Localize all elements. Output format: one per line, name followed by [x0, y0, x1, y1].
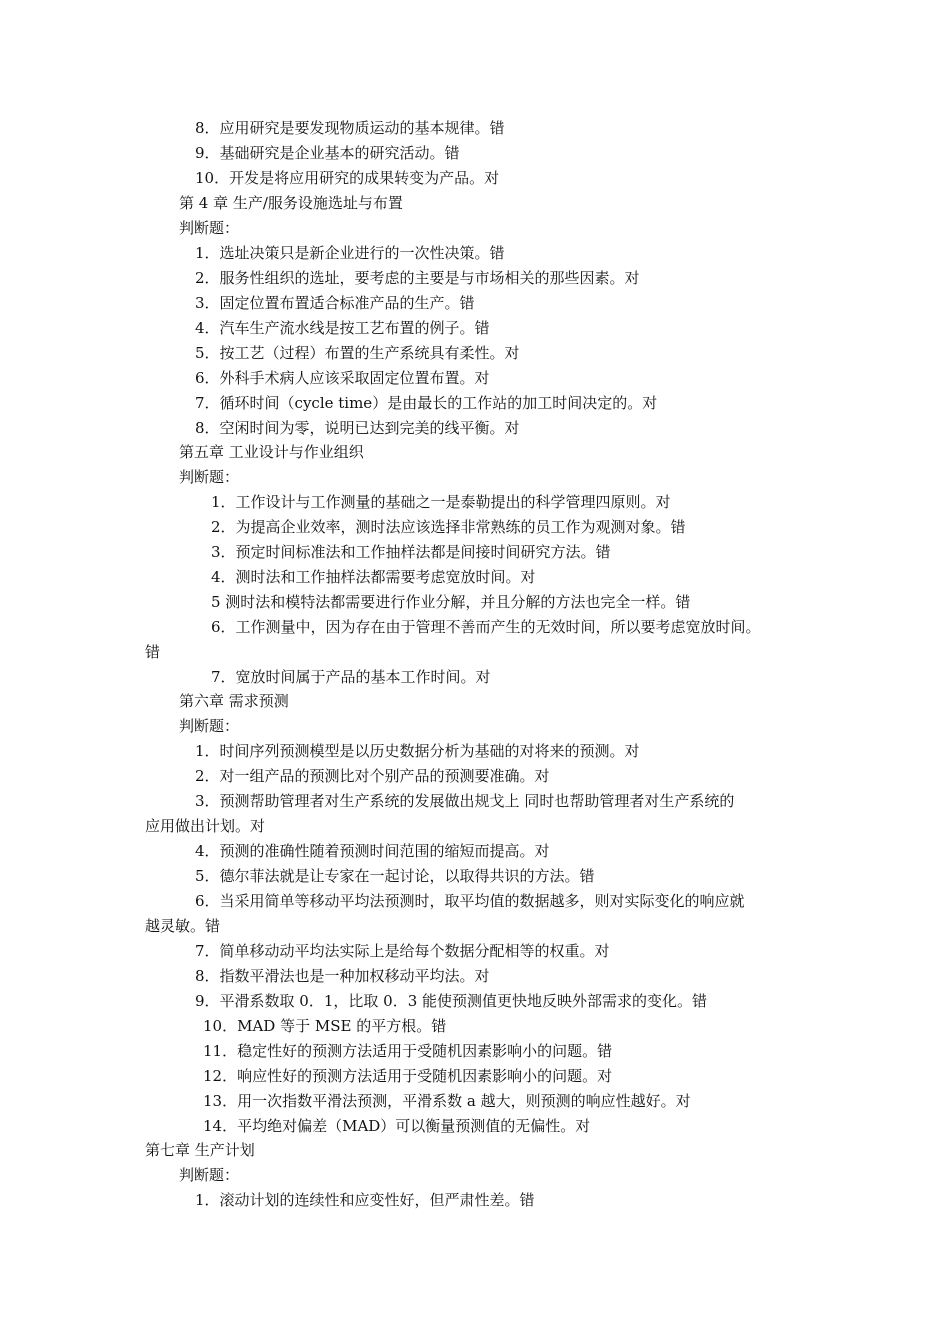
text-line: 4．汽车生产流水线是按工艺布置的例子。错	[195, 319, 490, 337]
text-line: 5．按工艺（过程）布置的生产系统具有柔性。对	[195, 344, 520, 362]
text-line: 2．为提高企业效率，测时法应该选择非常熟练的员工作为观测对象。错	[211, 518, 686, 536]
text-line: 5 测时法和模特法都需要进行作业分解，并且分解的方法也完全一样。错	[211, 593, 691, 611]
text-line: 1．工作设计与工作测量的基础之一是泰勒提出的科学管理四原则。对	[211, 493, 671, 511]
text-line: 4．预测的准确性随着预测时间范围的缩短而提高。对	[195, 842, 550, 860]
text-line: 9．基础研究是企业基本的研究活动。错	[195, 144, 460, 162]
section-label: 判断题：	[179, 1166, 240, 1184]
text-line: 2．对一组产品的预测比对个别产品的预测要准确。对	[195, 767, 550, 785]
text-line: 13．用一次指数平滑法预测，平滑系数 a 越大，则预测的响应性越好。对	[203, 1092, 691, 1110]
text-line: 1．滚动计划的连续性和应变性好，但严肃性差。错	[195, 1191, 535, 1209]
text-line: 5．德尔菲法就是让专家在一起讨论，以取得共识的方法。错	[195, 867, 595, 885]
text-line: 应用做出计划。对	[145, 817, 266, 835]
text-line: 10．MAD 等于 MSE 的平方根。错	[203, 1017, 447, 1035]
text-line: 8．空闲时间为零，说明已达到完美的线平衡。对	[195, 419, 520, 437]
text-line: 1．选址决策只是新企业进行的一次性决策。错	[195, 244, 505, 262]
text-line: 6．工作测量中，因为存在由于管理不善而产生的无效时间，所以要考虑宽放时间。	[211, 618, 761, 636]
text-line: 1．时间序列预测模型是以历史数据分析为基础的对将来的预测。对	[195, 742, 640, 760]
text-line: 6．当采用简单等移动平均法预测时，取平均值的数据越多，则对实际变化的响应就	[195, 892, 745, 910]
text-line: 14．平均绝对偏差（MAD）可以衡量预测值的无偏性。对	[203, 1117, 591, 1135]
text-line: 越灵敏。错	[145, 917, 221, 935]
text-line: 2．服务性组织的选址，要考虑的主要是与市场相关的那些因素。对	[195, 269, 640, 287]
text-line: 12．响应性好的预测方法适用于受随机因素影响小的问题。对	[203, 1067, 613, 1085]
text-line: 错	[145, 643, 161, 661]
text-line: 7．循环时间（cycle time）是由最长的工作站的加工时间决定的。对	[195, 394, 658, 412]
text-line: 11．稳定性好的预测方法适用于受随机因素影响小的问题。错	[203, 1042, 613, 1060]
section-label: 判断题：	[179, 717, 240, 735]
section-label: 判断题：	[179, 219, 240, 237]
section-label: 判断题：	[179, 468, 240, 486]
text-line: 9．平滑系数取 0．1，比取 0．3 能使预测值更快地反映外部需求的变化。错	[195, 992, 708, 1010]
text-line: 8．指数平滑法也是一种加权移动平均法。对	[195, 967, 490, 985]
text-line: 6．外科手术病人应该采取固定位置布置。对	[195, 369, 490, 387]
text-line: 3．预定时间标准法和工作抽样法都是间接时间研究方法。错	[211, 543, 611, 561]
chapter-heading: 第 4 章 生产/服务设施选址与布置	[179, 194, 403, 212]
text-line: 3．固定位置布置适合标准产品的生产。错	[195, 294, 475, 312]
text-line: 7．简单移动动平均法实际上是给每个数据分配相等的权重。对	[195, 942, 610, 960]
chapter-heading: 第五章 工业设计与作业组织	[179, 443, 364, 461]
chapter-heading: 第六章 需求预测	[179, 692, 289, 710]
text-line: 7．宽放时间属于产品的基本工作时间。对	[211, 668, 491, 686]
chapter-heading: 第七章 生产计划	[145, 1141, 255, 1159]
text-line: 10．开发是将应用研究的成果转变为产品。对	[195, 169, 500, 187]
text-line: 8．应用研究是要发现物质运动的基本规律。错	[195, 119, 505, 137]
text-line: 4．测时法和工作抽样法都需要考虑宽放时间。对	[211, 568, 536, 586]
text-line: 3．预测帮助管理者对生产系统的发展做出规戈上 同时也帮助管理者对生产系统的	[195, 792, 735, 810]
